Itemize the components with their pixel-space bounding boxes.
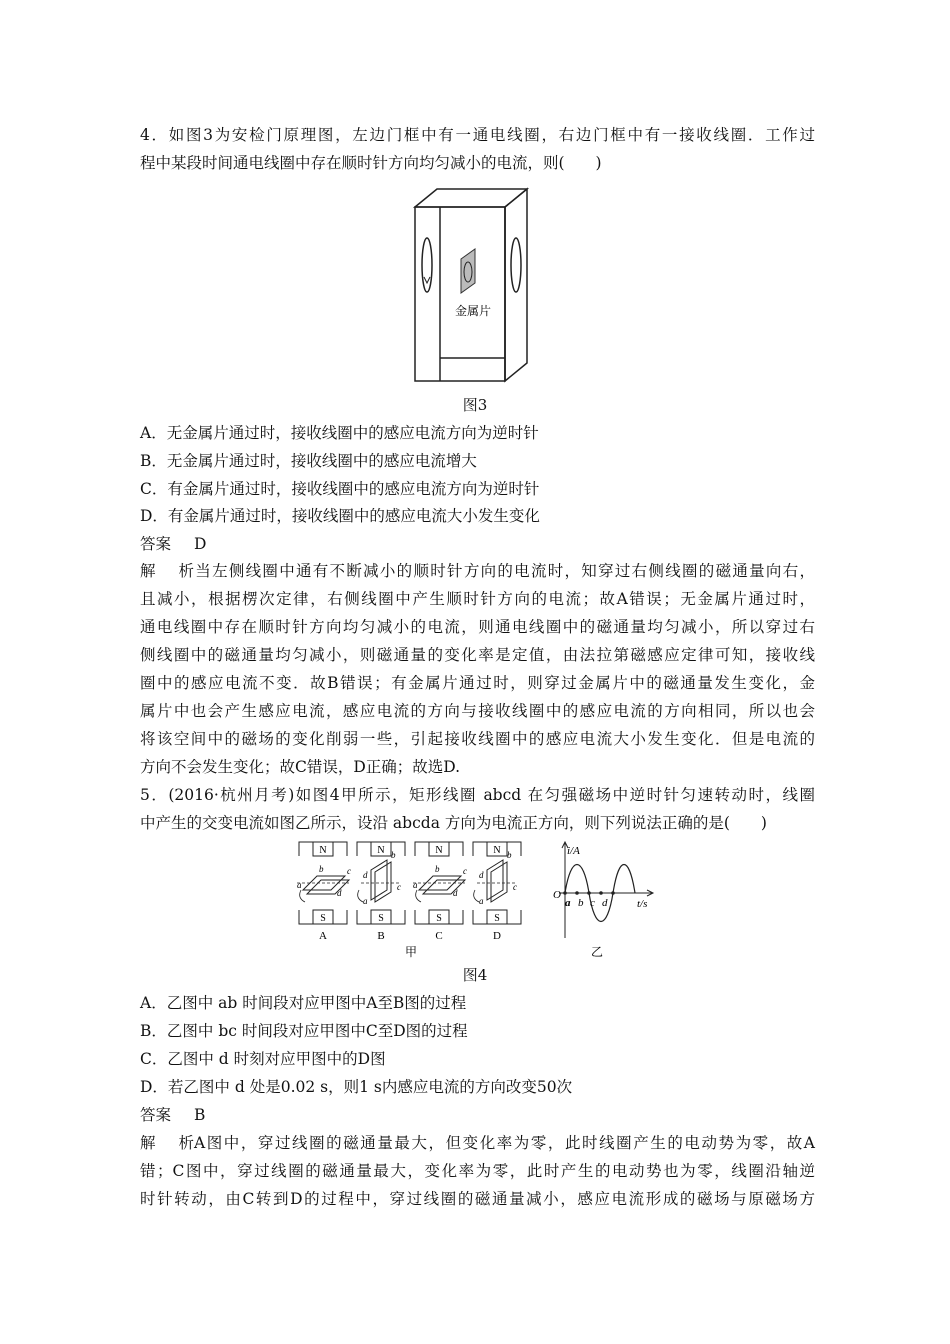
q4-analysis-text-1: 当左侧线圈中通有不断减小的顺时针方向的电流时，知穿过右侧线圈的磁通量向右， — [194, 562, 815, 580]
corner-label-b: b — [391, 850, 396, 860]
q4-analysis-line-3: 通电线圈中存在顺时针方向均匀减小的电流，则通电线圈中的磁通量均匀减小，所以穿过右 — [140, 618, 815, 636]
corner-label-c: c — [463, 866, 467, 876]
rotating-coil-figure — [295, 838, 535, 960]
q4-option-c: C．有金属片通过时，接收线圈中的感应电流方向为逆时针 — [140, 480, 540, 498]
q5-analysis-line-1 — [140, 1133, 815, 1153]
panel-label: A — [319, 930, 327, 942]
q5-analysis-text-1: A图中，穿过线圈的磁通量最大，但变化率为零，此时线圈产生的电动势为零，故A — [194, 1134, 815, 1152]
panel-label: B — [377, 930, 385, 942]
corner-label-a: a — [479, 896, 484, 906]
answer-label: 答案 — [140, 1106, 172, 1124]
q5-answer: B — [194, 1106, 206, 1124]
south-pole-label: S — [378, 913, 384, 924]
q5-stem-line-2: 中产生的交变电流如图乙所示，设沿 abcda 方向为电流正方向，则下列说法正确的是( ) — [140, 814, 767, 832]
coil-panel-d — [473, 842, 521, 942]
point-b-label: b — [578, 897, 584, 909]
q4-analysis-line-8: 方向不会发生变化；故C错误，D正确；故选D. — [140, 758, 461, 776]
corner-label-d: d — [337, 888, 342, 898]
north-pole-label: N — [435, 845, 443, 856]
panel-label: C — [435, 930, 443, 942]
q4-answer-line — [140, 534, 815, 554]
analysis-label: 解析 — [140, 562, 194, 580]
q4-option-b: B．无金属片通过时，接收线圈中的感应电流增大 — [140, 452, 477, 470]
origin-label: O — [553, 889, 561, 901]
corner-label-c: c — [347, 866, 351, 876]
right-caption: 乙 — [590, 945, 604, 959]
q4-analysis-line-4: 侧线圈中的磁通量均匀减小，则磁通量的变化率是定值，由法拉第磁感应定律可知，接收线 — [140, 646, 815, 664]
corner-label-d: d — [479, 870, 484, 880]
north-pole-label: N — [493, 845, 501, 856]
q4-analysis-line-1 — [140, 561, 815, 581]
south-pole-label: S — [494, 913, 500, 924]
point-a-label: a — [565, 897, 571, 909]
coil-panel-a — [297, 842, 351, 942]
q5-answer-line — [140, 1105, 815, 1125]
security-gate-figure — [405, 185, 540, 387]
panel-label: D — [493, 930, 501, 942]
metal-sheet-label: 金属片 — [454, 304, 492, 318]
corner-label-a: a — [413, 880, 418, 890]
q5-analysis-line-3: 时针转动，由C转到D的过程中，穿过线圈的磁通量减小，感应电流形成的磁场与原磁场方 — [140, 1190, 815, 1208]
point-c-label: c — [590, 897, 595, 909]
corner-label-b: b — [507, 850, 512, 860]
corner-label-a: a — [363, 896, 368, 906]
corner-label-d: d — [453, 888, 458, 898]
north-pole-label: N — [319, 845, 327, 856]
q4-stem-line-1: 4．如图3为安检门原理图，左边门框中有一通电线圈，右边门框中有一接收线圈．工作过 — [140, 126, 815, 144]
y-axis-label: i/A — [567, 845, 580, 857]
q4-analysis-line-6: 属片中也会产生感应电流，感应电流的方向与接收线圈中的感应电流的方向相同，所以也会 — [140, 702, 815, 720]
corner-label-a: a — [297, 880, 302, 890]
south-pole-label: S — [436, 913, 442, 924]
corner-label-c: c — [513, 882, 517, 892]
x-axis-label: t/s — [637, 898, 648, 910]
corner-label-b: b — [319, 864, 324, 874]
answer-label: 答案 — [140, 535, 172, 553]
q4-option-a: A．无金属片通过时，接收线圈中的感应电流方向为逆时针 — [140, 424, 539, 442]
q5-option-b: B．乙图中 bc 时间段对应甲图中C至D图的过程 — [140, 1022, 468, 1040]
figure-4-caption: 图4 — [462, 966, 488, 984]
analysis-label: 解析 — [140, 1134, 194, 1152]
current-time-graph — [545, 838, 660, 960]
q5-analysis-line-2: 错；C图中，穿过线圈的磁通量最大，变化率为零，此时产生的电动势也为零，线圈沿轴逆 — [140, 1162, 815, 1180]
point-d-label: d — [602, 897, 608, 909]
coil-panel-c — [413, 842, 467, 942]
q4-stem-line-2: 程中某段时间通电线圈中存在顺时针方向均匀减小的电流，则( ) — [140, 154, 602, 172]
coil-panel-b — [357, 842, 405, 942]
south-pole-label: S — [320, 913, 326, 924]
corner-label-b: b — [435, 864, 440, 874]
q4-option-d: D．有金属片通过时，接收线圈中的感应电流大小发生变化 — [140, 507, 540, 525]
north-pole-label: N — [377, 845, 385, 856]
corner-label-d: d — [363, 870, 368, 880]
left-caption: 甲 — [404, 945, 418, 959]
q4-analysis-line-5: 圈中的感应电流不变．故B错误；有金属片通过时，则穿过金属片中的磁通量发生变化，金 — [140, 674, 815, 692]
q5-option-d: D．若乙图中 d 处是0.02 s，则1 s内感应电流的方向改变50次 — [140, 1078, 573, 1096]
corner-label-c: c — [397, 882, 401, 892]
figure-3-caption: 图3 — [462, 396, 488, 414]
q5-option-a: A．乙图中 ab 时间段对应甲图中A至B图的过程 — [140, 994, 467, 1012]
q4-analysis-line-2: 且减小，根据楞次定律，右侧线圈中产生顺时针方向的电流；故A错误；无金属片通过时， — [140, 590, 815, 608]
q5-stem-line-1: 5．(2016·杭州月考)如图4甲所示，矩形线圈 abcd 在匀强磁场中逆时针匀速转动时，线圈 — [140, 786, 815, 804]
q4-answer: D — [194, 535, 207, 553]
q5-option-c: C．乙图中 d 时刻对应甲图中的D图 — [140, 1050, 386, 1068]
q4-analysis-line-7: 将该空间中的磁场的变化削弱一些，引起接收线圈中的感应电流大小发生变化．但是电流的 — [140, 730, 815, 748]
